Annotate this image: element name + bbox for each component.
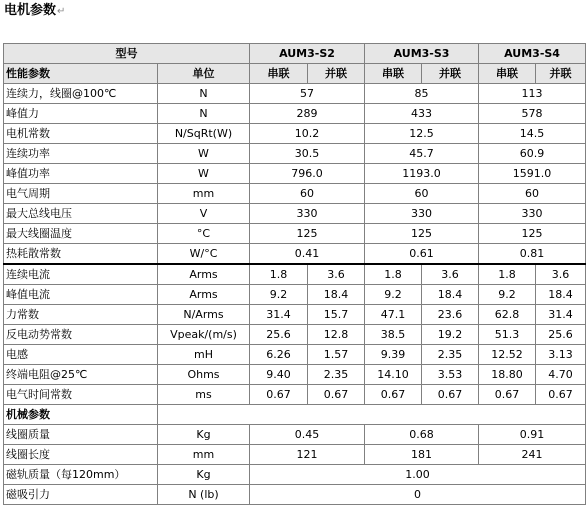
value-cell: 433 (365, 104, 479, 124)
param-name: 电感 (4, 345, 158, 365)
value-cell: 0.67 (365, 385, 422, 405)
value-cell: 1.00 (250, 465, 586, 485)
param-name: 终端电阻@25℃ (4, 365, 158, 385)
table-row (4, 385, 586, 405)
param-name: 热耗散常数 (4, 244, 158, 265)
section-row-mechanical (4, 405, 586, 425)
value-cell: 23.6 (422, 305, 479, 325)
param-unit: ms (158, 385, 250, 405)
param-unit: mm (158, 445, 250, 465)
param-unit: V (158, 204, 250, 224)
value-cell: 9.40 (250, 365, 308, 385)
value-cell: 12.8 (308, 325, 365, 345)
value-cell: 1.57 (308, 345, 365, 365)
param-name: 峰值功率 (4, 164, 158, 184)
value-cell: 0.67 (308, 385, 365, 405)
param-name: 最大总线电压 (4, 204, 158, 224)
value-cell: 60 (365, 184, 479, 204)
value-cell: 241 (479, 445, 586, 465)
value-cell: 3.6 (308, 264, 365, 285)
paragraph-mark-icon: ↵ (57, 6, 66, 17)
table-row (4, 485, 586, 505)
param-name: 力常数 (4, 305, 158, 325)
value-cell: 57 (250, 84, 365, 104)
value-cell: 1.8 (479, 264, 536, 285)
value-cell: 0 (250, 485, 586, 505)
table-row (4, 365, 586, 385)
param-unit: Arms (158, 285, 250, 305)
value-cell: 3.53 (422, 365, 479, 385)
table-row (4, 244, 586, 265)
value-cell: 9.2 (250, 285, 308, 305)
value-cell: 1.8 (250, 264, 308, 285)
value-cell: 19.2 (422, 325, 479, 345)
table-row (4, 445, 586, 465)
table-row (4, 184, 586, 204)
value-cell: 578 (479, 104, 586, 124)
value-cell: 38.5 (365, 325, 422, 345)
parallel-header: 并联 (308, 64, 365, 84)
value-cell: 125 (479, 224, 586, 244)
motor-parameters-table (3, 43, 586, 505)
param-name: 连续功率 (4, 144, 158, 164)
value-cell: 0.41 (250, 244, 365, 265)
param-unit: mH (158, 345, 250, 365)
value-cell: 9.39 (365, 345, 422, 365)
table-row (4, 345, 586, 365)
table-row (4, 164, 586, 184)
value-cell: 0.67 (422, 385, 479, 405)
model-label-cell: 型号 (4, 44, 250, 64)
table-row (4, 425, 586, 445)
unit-label-cell: 单位 (158, 64, 250, 84)
param-name: 电气周期 (4, 184, 158, 204)
param-name: 峰值电流 (4, 285, 158, 305)
value-cell: 10.2 (250, 124, 365, 144)
value-cell: 18.4 (308, 285, 365, 305)
table-row (4, 465, 586, 485)
series-header: 串联 (365, 64, 422, 84)
value-cell: 60.9 (479, 144, 586, 164)
value-cell: 289 (250, 104, 365, 124)
value-cell: 15.7 (308, 305, 365, 325)
model-header-1: AUM3-S2 (250, 44, 365, 64)
series-header: 串联 (250, 64, 308, 84)
param-unit: W (158, 144, 250, 164)
param-unit: N (lb) (158, 485, 250, 505)
value-cell: 0.45 (250, 425, 365, 445)
value-cell: 0.67 (536, 385, 586, 405)
value-cell: 45.7 (365, 144, 479, 164)
section-filler (158, 405, 586, 425)
table-row (4, 104, 586, 124)
param-unit: N/SqRt(W) (158, 124, 250, 144)
value-cell: 18.80 (479, 365, 536, 385)
model-header-2: AUM3-S3 (365, 44, 479, 64)
param-unit: Ohms (158, 365, 250, 385)
param-unit: W (158, 164, 250, 184)
value-cell: 0.67 (479, 385, 536, 405)
param-unit: mm (158, 184, 250, 204)
table-row (4, 84, 586, 104)
value-cell: 4.70 (536, 365, 586, 385)
param-name: 磁吸引力 (4, 485, 158, 505)
value-cell: 796.0 (250, 164, 365, 184)
document-title (4, 2, 65, 21)
parallel-header: 并联 (536, 64, 586, 84)
param-name: 磁轨质量（每120mm） (4, 465, 158, 485)
table-body (4, 44, 586, 505)
section-title: 机械参数 (4, 405, 158, 425)
value-cell: 1.8 (365, 264, 422, 285)
value-cell: 330 (250, 204, 365, 224)
value-cell: 85 (365, 84, 479, 104)
value-cell: 25.6 (250, 325, 308, 345)
param-unit: Kg (158, 425, 250, 445)
value-cell: 31.4 (536, 305, 586, 325)
param-name: 电气时间常数 (4, 385, 158, 405)
value-cell: 121 (250, 445, 365, 465)
param-name: 峰值力 (4, 104, 158, 124)
value-cell: 14.5 (479, 124, 586, 144)
value-cell: 2.35 (308, 365, 365, 385)
param-name: 连续力，线圈@100℃ (4, 84, 158, 104)
value-cell: 0.67 (250, 385, 308, 405)
value-cell: 12.52 (479, 345, 536, 365)
parallel-header: 并联 (422, 64, 479, 84)
table-row (4, 204, 586, 224)
header-row-models (4, 44, 586, 64)
value-cell: 12.5 (365, 124, 479, 144)
value-cell: 330 (479, 204, 586, 224)
value-cell: 181 (365, 445, 479, 465)
param-unit: Kg (158, 465, 250, 485)
value-cell: 62.8 (479, 305, 536, 325)
value-cell: 31.4 (250, 305, 308, 325)
value-cell: 51.3 (479, 325, 536, 345)
value-cell: 0.61 (365, 244, 479, 265)
series-header: 串联 (479, 64, 536, 84)
value-cell: 113 (479, 84, 586, 104)
value-cell: 18.4 (422, 285, 479, 305)
value-cell: 0.91 (479, 425, 586, 445)
value-cell: 47.1 (365, 305, 422, 325)
param-name: 线圈质量 (4, 425, 158, 445)
table-row (4, 325, 586, 345)
value-cell: 3.6 (422, 264, 479, 285)
value-cell: 18.4 (536, 285, 586, 305)
table-row (4, 144, 586, 164)
table-row (4, 285, 586, 305)
model-header-3: AUM3-S4 (479, 44, 586, 64)
param-unit: °C (158, 224, 250, 244)
title-text: 电机参数 (4, 3, 57, 18)
param-unit: N (158, 84, 250, 104)
value-cell: 25.6 (536, 325, 586, 345)
table-row (4, 224, 586, 244)
param-name: 线圈长度 (4, 445, 158, 465)
table-row (4, 264, 586, 285)
value-cell: 30.5 (250, 144, 365, 164)
value-cell: 0.68 (365, 425, 479, 445)
param-unit: Vpeak/(m/s) (158, 325, 250, 345)
value-cell: 125 (365, 224, 479, 244)
value-cell: 2.35 (422, 345, 479, 365)
header-row-columns (4, 64, 586, 84)
value-cell: 0.81 (479, 244, 586, 265)
value-cell: 9.2 (365, 285, 422, 305)
value-cell: 125 (250, 224, 365, 244)
value-cell: 60 (479, 184, 586, 204)
param-unit: N (158, 104, 250, 124)
value-cell: 14.10 (365, 365, 422, 385)
param-unit: W/°C (158, 244, 250, 265)
param-name: 反电动势常数 (4, 325, 158, 345)
param-unit: Arms (158, 264, 250, 285)
value-cell: 330 (365, 204, 479, 224)
value-cell: 60 (250, 184, 365, 204)
table-row (4, 124, 586, 144)
value-cell: 6.26 (250, 345, 308, 365)
param-name: 最大线圈温度 (4, 224, 158, 244)
value-cell: 9.2 (479, 285, 536, 305)
value-cell: 3.13 (536, 345, 586, 365)
param-name: 连续电流 (4, 264, 158, 285)
param-unit: N/Arms (158, 305, 250, 325)
param-name: 电机常数 (4, 124, 158, 144)
table-row (4, 305, 586, 325)
perf-label-cell: 性能参数 (4, 64, 158, 84)
value-cell: 1591.0 (479, 164, 586, 184)
value-cell: 1193.0 (365, 164, 479, 184)
value-cell: 3.6 (536, 264, 586, 285)
